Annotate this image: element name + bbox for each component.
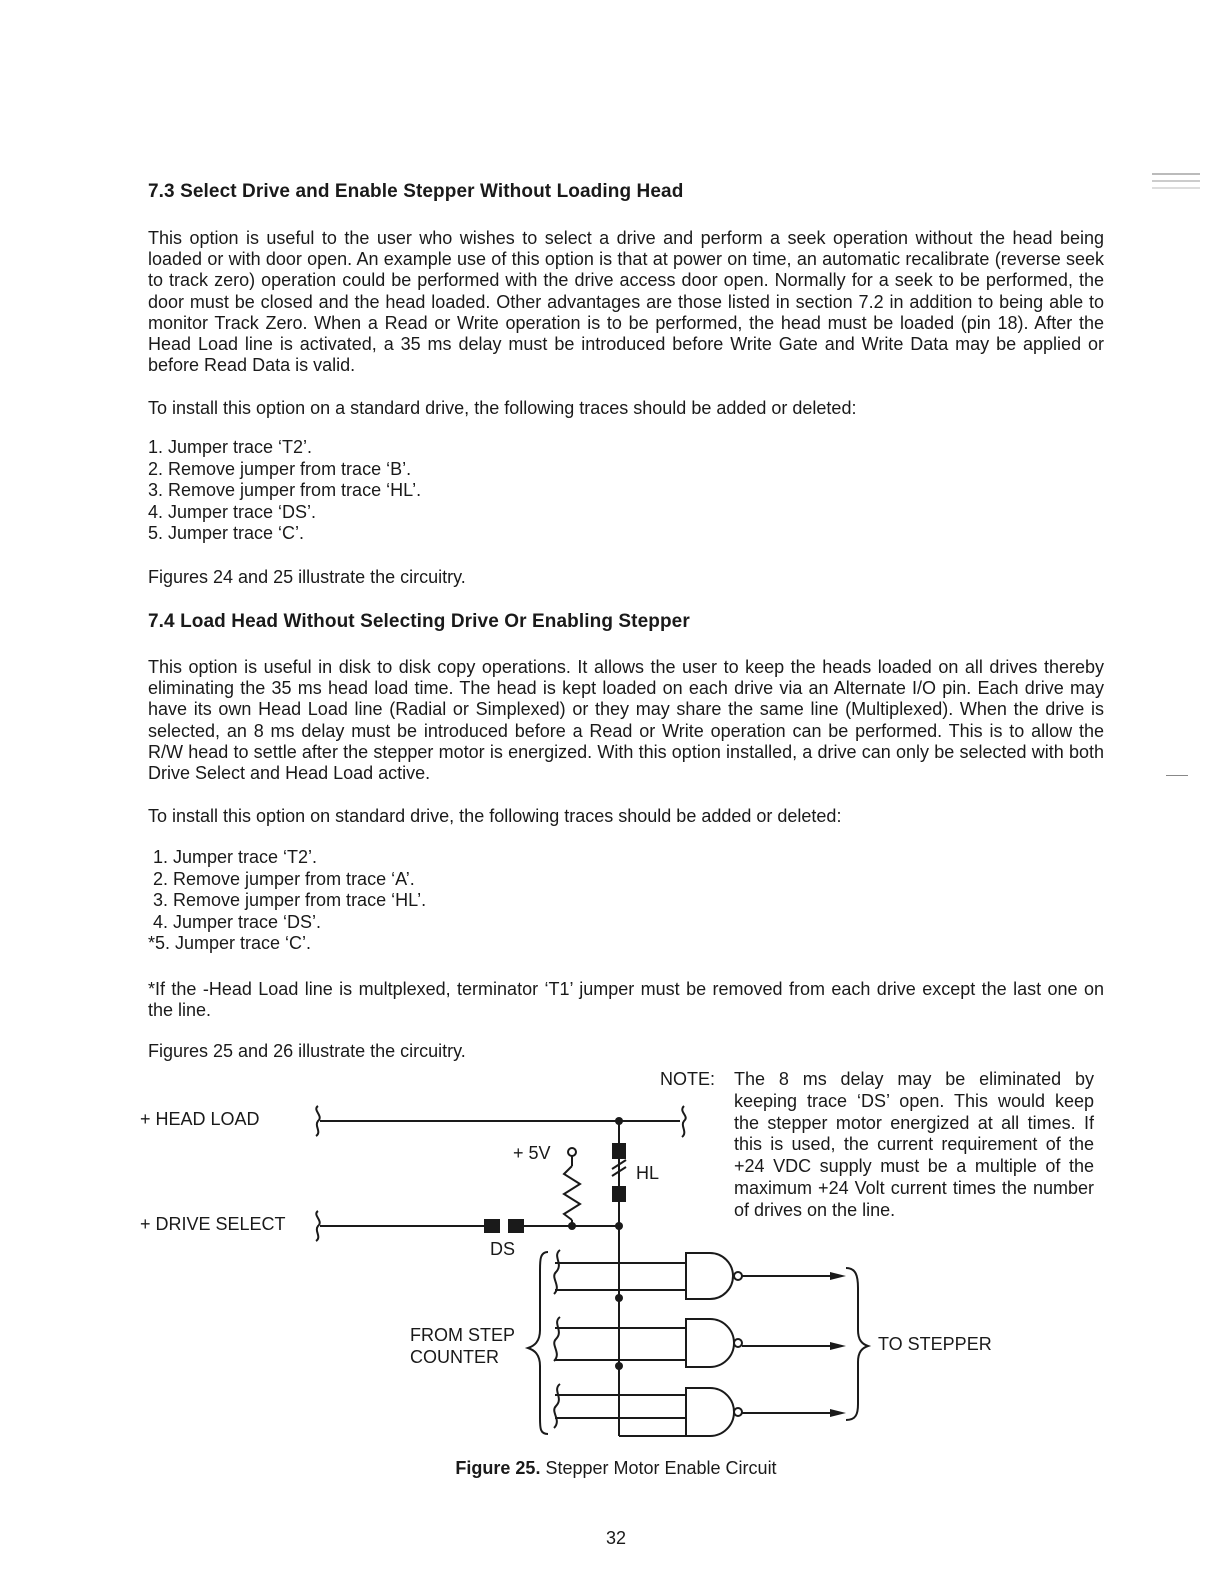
list-item: *5. Jumper trace ‘C’. <box>148 933 312 953</box>
scan-mark <box>1152 187 1200 189</box>
section-7-4-paragraph-2: To install this option on standard drive, the following traces should be added or deleted: <box>148 806 842 826</box>
list-item: 5. Jumper trace ‘C’. <box>148 523 305 543</box>
plus-5v-terminal <box>568 1148 576 1156</box>
section-7-4-paragraph-3: Figures 25 and 26 illustrate the circuitry. <box>148 1041 466 1061</box>
hl-label: HL <box>636 1163 660 1183</box>
figure-title: Stepper Motor Enable Circuit <box>540 1458 777 1478</box>
list-item: 4. Jumper trace ‘DS’. <box>148 501 317 522</box>
nand-gate-1 <box>686 1253 733 1299</box>
hl-jumper-pad-top <box>612 1143 626 1159</box>
plus-5v-label: + 5V <box>513 1143 551 1163</box>
drive-select-line-break <box>316 1211 320 1241</box>
section-7-4-heading: 7.4 Load Head Without Selecting Drive Or Enabling Stepper <box>148 611 690 632</box>
section-7-3-heading: 7.3 Select Drive and Enable Stepper Without Loading Head <box>148 181 684 202</box>
head-load-line-break-right <box>682 1106 686 1137</box>
section-7-4-footnote: *If the -Head Load line is multplexed, terminator ‘T1’ jumper must be removed from each drive except the last one on the line. <box>148 979 1104 1021</box>
section-7-3-paragraph-2: To install this option on a standard drive, the following traces should be added or deleted: <box>148 398 857 418</box>
page-number: 32 <box>605 1528 627 1548</box>
scan-mark <box>1166 775 1188 776</box>
output-brace <box>846 1268 868 1420</box>
nand-gate-3 <box>686 1388 734 1436</box>
list-item: 1. Jumper trace ‘T2’. <box>148 437 313 457</box>
head-load-line-break <box>316 1106 320 1136</box>
figure-number: Figure 25. <box>455 1458 541 1478</box>
input-brace <box>528 1252 548 1434</box>
list-item: 4. Jumper trace ‘DS’. <box>148 911 322 932</box>
list-item: 1. Jumper trace ‘T2’. <box>148 847 318 867</box>
list-item: 3. Remove jumper from trace ‘HL’. <box>148 890 427 910</box>
section-7-3-paragraph-1: This option is useful to the user who wishes to select a drive and perform a seek operation without the head being loaded or with door open. An example use of this option is that at power on time, an automatic recalibrate (reverse seek to track zero) operation could be performed with the drive access door open. Normally for a seek to be performed, the door must be closed and the head loaded. Other advantages are those listed in section 7.2 in addition to being able to monitor Track Zero. When a Read or Write operation is to be performed, the head must be loaded (pin 18). After the Head Load line is activated, a 35 ms delay must be introduced before Write Gate and Write Data may be applied or before Read Data is valid. <box>148 228 1104 376</box>
scan-mark <box>1152 180 1200 182</box>
drive-select-label: + DRIVE SELECT <box>140 1214 286 1234</box>
to-stepper-label: TO STEPPER <box>878 1334 992 1354</box>
section-7-4-paragraph-1: This option is useful in disk to disk copy operations. It allows the user to keep the heads loaded on all drives thereby eliminating the 35 ms head load time. The head is kept loaded on each drive via an Alternate I/O pin. Each drive may have its own Head Load line (Radial or Simplexed) or they may share the same line (Multiplexed). When the drive is selected, an 8 ms delay must be introduced before a Read or Write operation can be performed. This is to allow the R/W head to settle after the stepper motor is energized. With this option installed, a drive can only be selected with both Drive Select and Head Load active. <box>148 657 1104 784</box>
from-step-label: FROM STEP <box>410 1325 516 1345</box>
ds-jumper-pad-left <box>484 1219 500 1233</box>
section-7-3-paragraph-3: Figures 24 and 25 illustrate the circuitry. <box>148 567 466 587</box>
note-text: The 8 ms delay may be eliminated by keeping trace ‘DS’ open. This would keep the stepper motor energized at all times. If this is used, the current requirement of the +24 VDC supply must be a multiple of the maximum +24 Volt current times the number of drives on the line. <box>734 1069 1094 1220</box>
ds-jumper-pad-right <box>508 1219 524 1233</box>
hl-jumper-pad-bottom <box>612 1186 626 1202</box>
figure-caption <box>0 1458 1232 1479</box>
list-item: 2. Remove jumper from trace ‘A’. <box>148 868 415 889</box>
pullup-resistor <box>564 1166 580 1220</box>
nand-gate-2 <box>686 1319 734 1367</box>
counter-label: COUNTER <box>410 1347 499 1367</box>
head-load-label: + HEAD LOAD <box>140 1109 260 1129</box>
list-item: 3. Remove jumper from trace ‘HL’. <box>148 480 422 500</box>
scan-mark <box>1152 173 1200 175</box>
note-label: NOTE: <box>660 1069 716 1089</box>
list-item: 2. Remove jumper from trace ‘B’. <box>148 458 412 479</box>
ds-label: DS <box>490 1239 516 1259</box>
